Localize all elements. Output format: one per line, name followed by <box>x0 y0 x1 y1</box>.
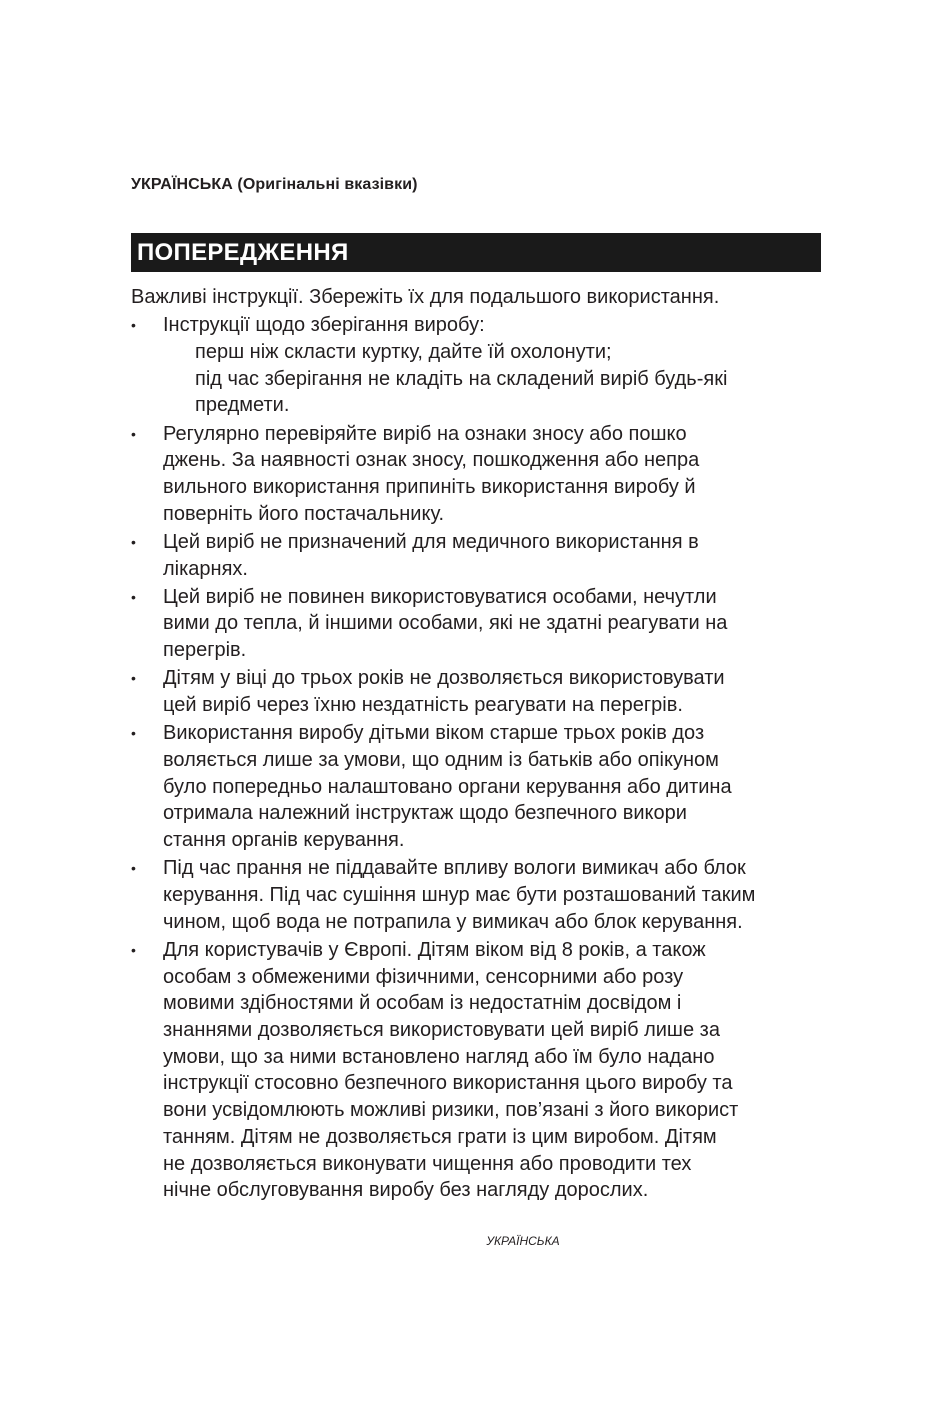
section-title: ПОПЕРЕДЖЕННЯ <box>137 239 349 266</box>
list-item <box>131 665 831 718</box>
list-item-text: Цей виріб не повинен використовуватися особами, нечутли <box>163 585 717 608</box>
language-header: УКРАЇНСЬКА (Оригінальні вказівки) <box>131 176 418 193</box>
list-item-text: стання органів керування. <box>163 829 405 852</box>
list-item-text: не дозволяється виконувати чищення або проводити тех <box>163 1152 692 1175</box>
list-item-text: було попередньо налаштовано органи керування або дитина <box>163 775 732 798</box>
list-item-text: вони усвідомлюють можливі ризики, пов’язані з його використ <box>163 1099 739 1122</box>
list-item-text: Використання виробу дітьми віком старше трьох років доз <box>163 722 705 745</box>
list-item-text: лікарнях. <box>163 557 248 580</box>
sub-list <box>163 339 831 419</box>
list-item-text: джень. За наявності ознак зносу, пошкодження або непра <box>163 449 700 472</box>
list-item-text: Інструкції щодо зберігання виробу: <box>163 314 485 337</box>
sub-list-text: під час зберігання не кладіть на складений виріб будь-які <box>195 367 728 390</box>
bullet-icon: • <box>131 533 136 550</box>
warning-section-bar <box>131 233 821 272</box>
list-item-text: чином, щоб вода не потрапила у вимикач або блок керування. <box>163 910 743 933</box>
bullet-icon: • <box>131 317 136 334</box>
list-item-text: Регулярно перевіряйте виріб на ознаки зносу або пошко <box>163 422 687 445</box>
page-footer: УКРАЇНСЬКА <box>486 1234 560 1248</box>
list-item <box>131 720 831 854</box>
bullet-icon: • <box>131 670 136 687</box>
list-item-text: Для користувачів у Європі. Дітям віком від 8 років, а також <box>163 938 706 961</box>
list-item-text: отримала належний інструктаж щодо безпечного викори <box>163 802 687 825</box>
bullet-icon: • <box>131 425 136 442</box>
list-item-text: поверніть його постачальнику. <box>163 502 445 525</box>
list-item-text: особам з обмеженими фізичними, сенсорними або розу <box>163 965 684 988</box>
sub-list-text: перш ніж скласти куртку, дайте їй охолонути; <box>195 340 612 363</box>
list-item-text: вильного використання припиніть використання виробу й <box>163 475 696 498</box>
warning-list <box>131 312 831 1204</box>
list-item <box>131 421 831 528</box>
list-item-text: Під час прання не піддавайте впливу вологи вимикач або блок <box>163 857 746 880</box>
list-item-text: умови, що за ними встановлено нагляд або їм було надано <box>163 1045 715 1068</box>
sub-list-text: предмети. <box>195 394 290 417</box>
list-item <box>131 584 831 664</box>
list-item-text: мовими здібностями й особам із недостатнім досвідом і <box>163 992 682 1015</box>
list-item-text: вими до тепла, й іншими особами, які не здатні реагувати на <box>163 612 728 635</box>
list-item <box>131 312 831 419</box>
intro-text: Важливі інструкції. Збережіть їх для подальшого використання. <box>131 286 720 308</box>
list-item-text: Цей виріб не призначений для медичного використання в <box>163 530 699 553</box>
list-item-text: цей виріб через їхню нездатність реагувати на перегрів. <box>163 694 683 717</box>
bullet-icon: • <box>131 860 136 877</box>
list-item-text: танням. Дітям не дозволяється грати із цим виробом. Дітям <box>163 1125 717 1148</box>
list-item-text: знаннями дозволяється використовувати цей виріб лише за <box>163 1018 720 1041</box>
list-item-text: перегрів. <box>163 639 247 662</box>
list-item-text: нічне обслуговування виробу без нагляду дорослих. <box>163 1179 649 1202</box>
list-item-text: інструкції стосовно безпечного використання цього виробу та <box>163 1072 733 1095</box>
list-item-text: керування. Під час сушіння шнур має бути розташований таким <box>163 883 756 906</box>
bullet-icon: • <box>131 941 136 958</box>
list-item-text: Дітям у віці до трьох років не дозволяється використовувати <box>163 667 725 690</box>
bullet-icon: • <box>131 725 136 742</box>
list-item <box>131 855 831 935</box>
list-item <box>131 529 831 582</box>
warning-content <box>131 284 831 1204</box>
list-item-text: воляється лише за умови, що одним із батьків або опікуном <box>163 748 719 771</box>
list-item <box>131 937 831 1204</box>
bullet-icon: • <box>131 588 136 605</box>
